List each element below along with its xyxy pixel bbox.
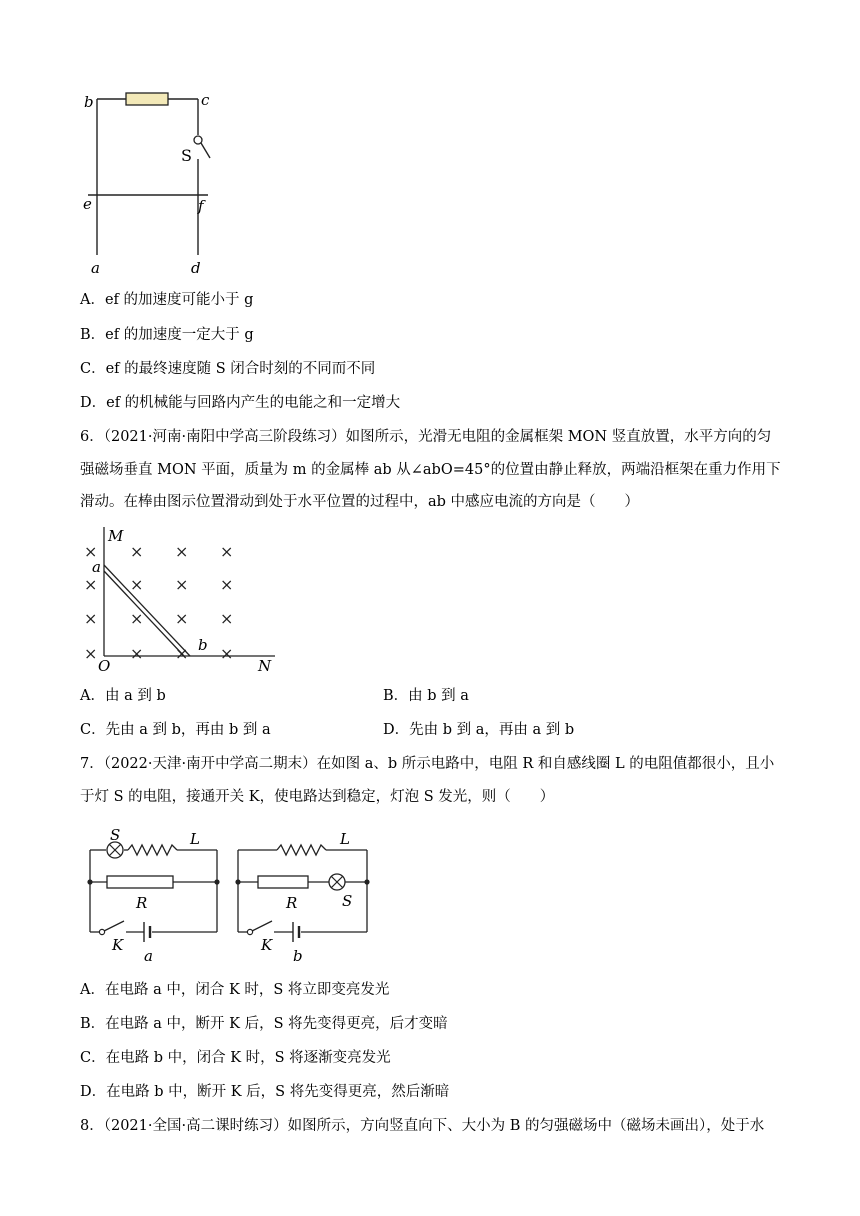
q7-option-a: A．在电路 a 中，闭合 K 时，S 将立即变亮发光 <box>80 982 390 998</box>
svg-text:S: S <box>110 826 121 844</box>
svg-text:×: × <box>130 644 144 663</box>
q6-option-d: D．先由 b 到 a，再由 a 到 b <box>383 722 575 738</box>
resistor-r-a <box>107 876 173 888</box>
resistor-r-b <box>258 876 308 888</box>
svg-text:L: L <box>190 830 200 848</box>
q8-question-text: 8．（2021·全国·高二课时练习）如图所示，方向竖直向下、大小为 B 的匀强磁场中（磁场未画出），处于水 <box>80 1118 765 1134</box>
label-b: b <box>84 93 94 111</box>
svg-text:R: R <box>286 894 298 912</box>
switch-contact <box>194 136 202 144</box>
svg-text:×: × <box>220 644 234 663</box>
q7-option-b: B．在电路 a 中，断开 K 后，S 将先变得更亮，后才变暗 <box>80 1016 448 1032</box>
q6-option-b: B．由 b 到 a <box>383 688 469 704</box>
svg-text:S: S <box>342 892 353 910</box>
q5-option-a: A．ef 的加速度可能小于 g <box>80 292 254 308</box>
label-a: a <box>91 259 100 277</box>
figure-q7-circuits <box>80 822 380 964</box>
figure-q5-frame <box>80 85 240 280</box>
svg-text:×: × <box>84 542 98 561</box>
svg-text:b: b <box>293 947 303 964</box>
svg-text:K: K <box>261 936 273 954</box>
label-m: M <box>108 527 124 545</box>
label-n: N <box>258 657 272 675</box>
resistor-symbol <box>126 93 168 105</box>
svg-text:×: × <box>84 644 98 663</box>
q6-question-text: 6．（2021·河南·南阳中学高三阶段练习）如图所示，光滑无电阻的金属框架 MON 竖直放置，水平方向的匀强磁场垂直 MON 平面，质量为 m 的金属棒 ab 从∠abO=45°的位置由静止释放，两端沿框架在重力作用下滑动。在棒由图示位置滑动到处于水平位置的过程中，ab 中感应电流的方向是（ ） <box>80 429 781 510</box>
q6-option-a: A．由 a 到 b <box>80 688 166 704</box>
q7-option-c: C．在电路 b 中，闭合 K 时，S 将逐渐变亮发光 <box>80 1050 391 1066</box>
label-a: a <box>92 558 101 576</box>
svg-text:L: L <box>340 830 350 848</box>
svg-text:×: × <box>130 609 144 628</box>
svg-text:×: × <box>130 575 144 594</box>
svg-text:×: × <box>220 609 234 628</box>
q5-option-c: C．ef 的最终速度随 S 闭合时刻的不同而不同 <box>80 361 376 377</box>
label-o: O <box>98 657 111 675</box>
svg-text:K: K <box>112 936 124 954</box>
svg-text:×: × <box>130 542 144 561</box>
figure-q6-frame <box>80 525 280 675</box>
svg-text:×: × <box>84 609 98 628</box>
svg-text:a: a <box>144 947 153 964</box>
svg-text:×: × <box>220 575 234 594</box>
label-e: e <box>83 195 92 213</box>
label-f: f <box>198 197 204 215</box>
label-c: c <box>201 91 210 109</box>
svg-text:×: × <box>175 575 189 594</box>
label-switch-s: S <box>181 146 192 165</box>
q7-question-text: 7．（2022·天津·南开中学高二期末）在如图 a、b 所示电路中，电阻 R 和自感线圈 L 的电阻值都很小，且小于灯 S 的电阻，接通开关 K，使电路达到稳定，灯泡 S 发光，则（ ） <box>80 756 775 805</box>
q5-option-b: B．ef 的加速度一定大于 g <box>80 327 254 343</box>
svg-text:×: × <box>175 609 189 628</box>
label-b: b <box>198 636 208 654</box>
svg-text:×: × <box>175 542 189 561</box>
svg-text:×: × <box>175 644 189 663</box>
svg-text:×: × <box>84 575 98 594</box>
svg-text:R: R <box>136 894 148 912</box>
label-d: d <box>191 259 201 277</box>
q6-option-c: C．先由 a 到 b，再由 b 到 a <box>80 722 271 738</box>
q7-option-d: D．在电路 b 中，断开 K 后，S 将先变得更亮，然后渐暗 <box>80 1084 450 1100</box>
q5-option-d: D．ef 的机械能与回路内产生的电能之和一定增大 <box>80 395 401 411</box>
svg-text:×: × <box>220 542 234 561</box>
magnetic-field-crosses <box>84 542 233 663</box>
